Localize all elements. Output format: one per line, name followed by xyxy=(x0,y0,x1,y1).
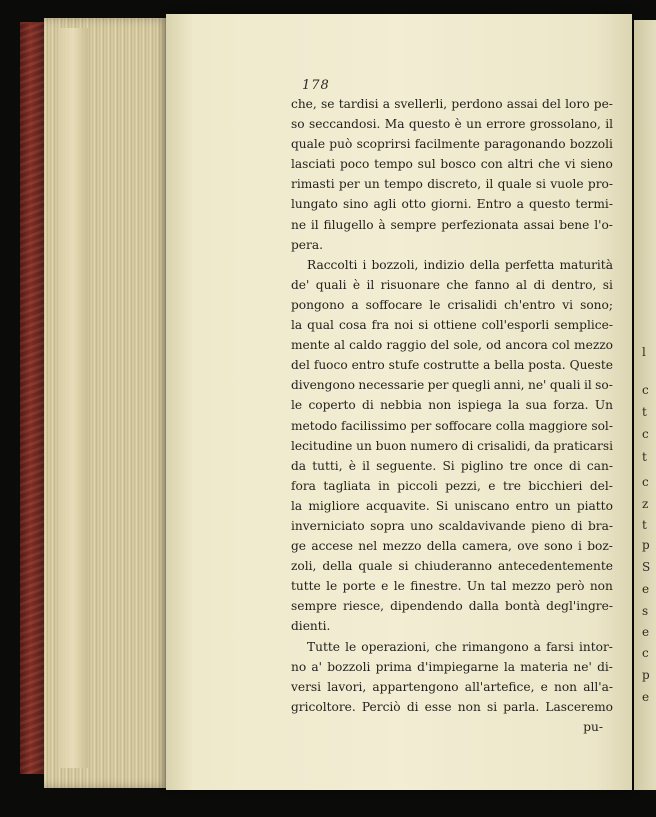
text-line: ge accese nel mezzo della camera, ove sono i boz- xyxy=(291,539,613,554)
facing-page-letter: p xyxy=(642,538,650,552)
page-number: 178 xyxy=(302,78,330,93)
text-line: gricoltore. Perciò di esse non si parla. Lasceremo xyxy=(291,699,613,714)
text-line: sempre riesce, dipendendo dalla bontà degl'ingre- xyxy=(291,599,613,614)
text-line: lasciati poco tempo sul bosco con altri che vi sieno xyxy=(291,157,613,172)
facing-page-letter: t xyxy=(642,405,647,419)
text-line: tutte le porte e le finestre. Un tal mezzo però non xyxy=(291,579,613,594)
text-line: lungato sino agli otto giorni. Entro a questo termi- xyxy=(291,197,613,212)
facing-page-letter: t xyxy=(642,450,647,464)
text-line: de' quali è il risuonare che fanno al di dentro, si xyxy=(291,277,613,292)
text-line: versi lavori, appartengono all'artefice, e non all'a- xyxy=(291,679,613,694)
facing-page-letter: e xyxy=(642,582,650,596)
text-line: la migliore acquavite. Si uniscano entro un piatto xyxy=(291,498,613,513)
fore-edge-pages xyxy=(58,28,88,768)
text-line: da tutti, è il seguente. Si piglino tre once di can- xyxy=(291,458,613,473)
text-line: Raccolti i bozzoli, indizio della perfetta maturità xyxy=(307,257,613,272)
text-line: metodo facilissimo per soffocare colla maggiore sol- xyxy=(291,418,613,433)
facing-page-edge xyxy=(634,20,656,790)
page-text-block xyxy=(291,94,613,737)
facing-page-letter: t xyxy=(642,518,647,532)
text-line: fora tagliata in piccoli pezzi, e tre bicchieri del- xyxy=(291,478,613,493)
text-line: quale può scoprirsi facilmente paragonando bozzoli xyxy=(291,137,613,152)
text-line: che, se tardisi a svellerli, perdono assai del loro pe- xyxy=(291,97,613,111)
facing-page-letter: c xyxy=(642,646,649,660)
facing-page-letter: s xyxy=(642,604,649,618)
text-line: divengono necessarie per quegli anni, ne' quali il so- xyxy=(291,378,613,393)
facing-page-letter: e xyxy=(642,625,650,639)
text-line: le coperto di nebbia non ispiega la sua forza. Un xyxy=(291,398,613,413)
text-line: pu- xyxy=(583,719,603,734)
text-line: del fuoco entro stufe costrutte a bella posta. Queste xyxy=(291,358,613,373)
text-line: rimasti per un tempo discreto, il quale si vuole pro- xyxy=(291,177,613,192)
text-line: so seccandosi. Ma questo è un errore grossolano, il xyxy=(291,117,613,132)
facing-page-letter: c xyxy=(642,475,649,489)
text-line: no a' bozzoli prima d'impiegarne la materia ne' di- xyxy=(291,659,613,674)
text-line: ne il filugello à sempre perfezionata assai bene l'o- xyxy=(291,217,613,232)
text-line: lecitudine un buon numero di crisalidi, da praticarsi xyxy=(291,438,613,453)
text-line: mente al caldo raggio del sole, od ancora col mezzo xyxy=(291,338,613,353)
facing-page-letter: e xyxy=(642,690,650,704)
text-line: inverniciato sopra uno scaldavivande pieno di bra- xyxy=(291,518,613,533)
text-line: Tutte le operazioni, che rimangono a farsi intor- xyxy=(307,639,613,654)
text-line: pera. xyxy=(291,237,323,252)
text-line: la qual cosa fra noi si ottiene coll'esporli semplice- xyxy=(291,318,613,333)
facing-page-letter: l xyxy=(642,345,646,359)
facing-page-letter: S xyxy=(642,560,651,574)
facing-page-letter: p xyxy=(642,668,650,682)
text-line: zoli, della quale si chiuderanno antecedentemente xyxy=(291,559,613,574)
text-line: dienti. xyxy=(291,619,331,634)
facing-page-letter: c xyxy=(642,427,649,441)
facing-page-letter: z xyxy=(642,497,649,511)
facing-page-letter: c xyxy=(642,383,649,397)
text-line: pongono a soffocare le crisalidi ch'entro vi sono; xyxy=(291,297,613,312)
